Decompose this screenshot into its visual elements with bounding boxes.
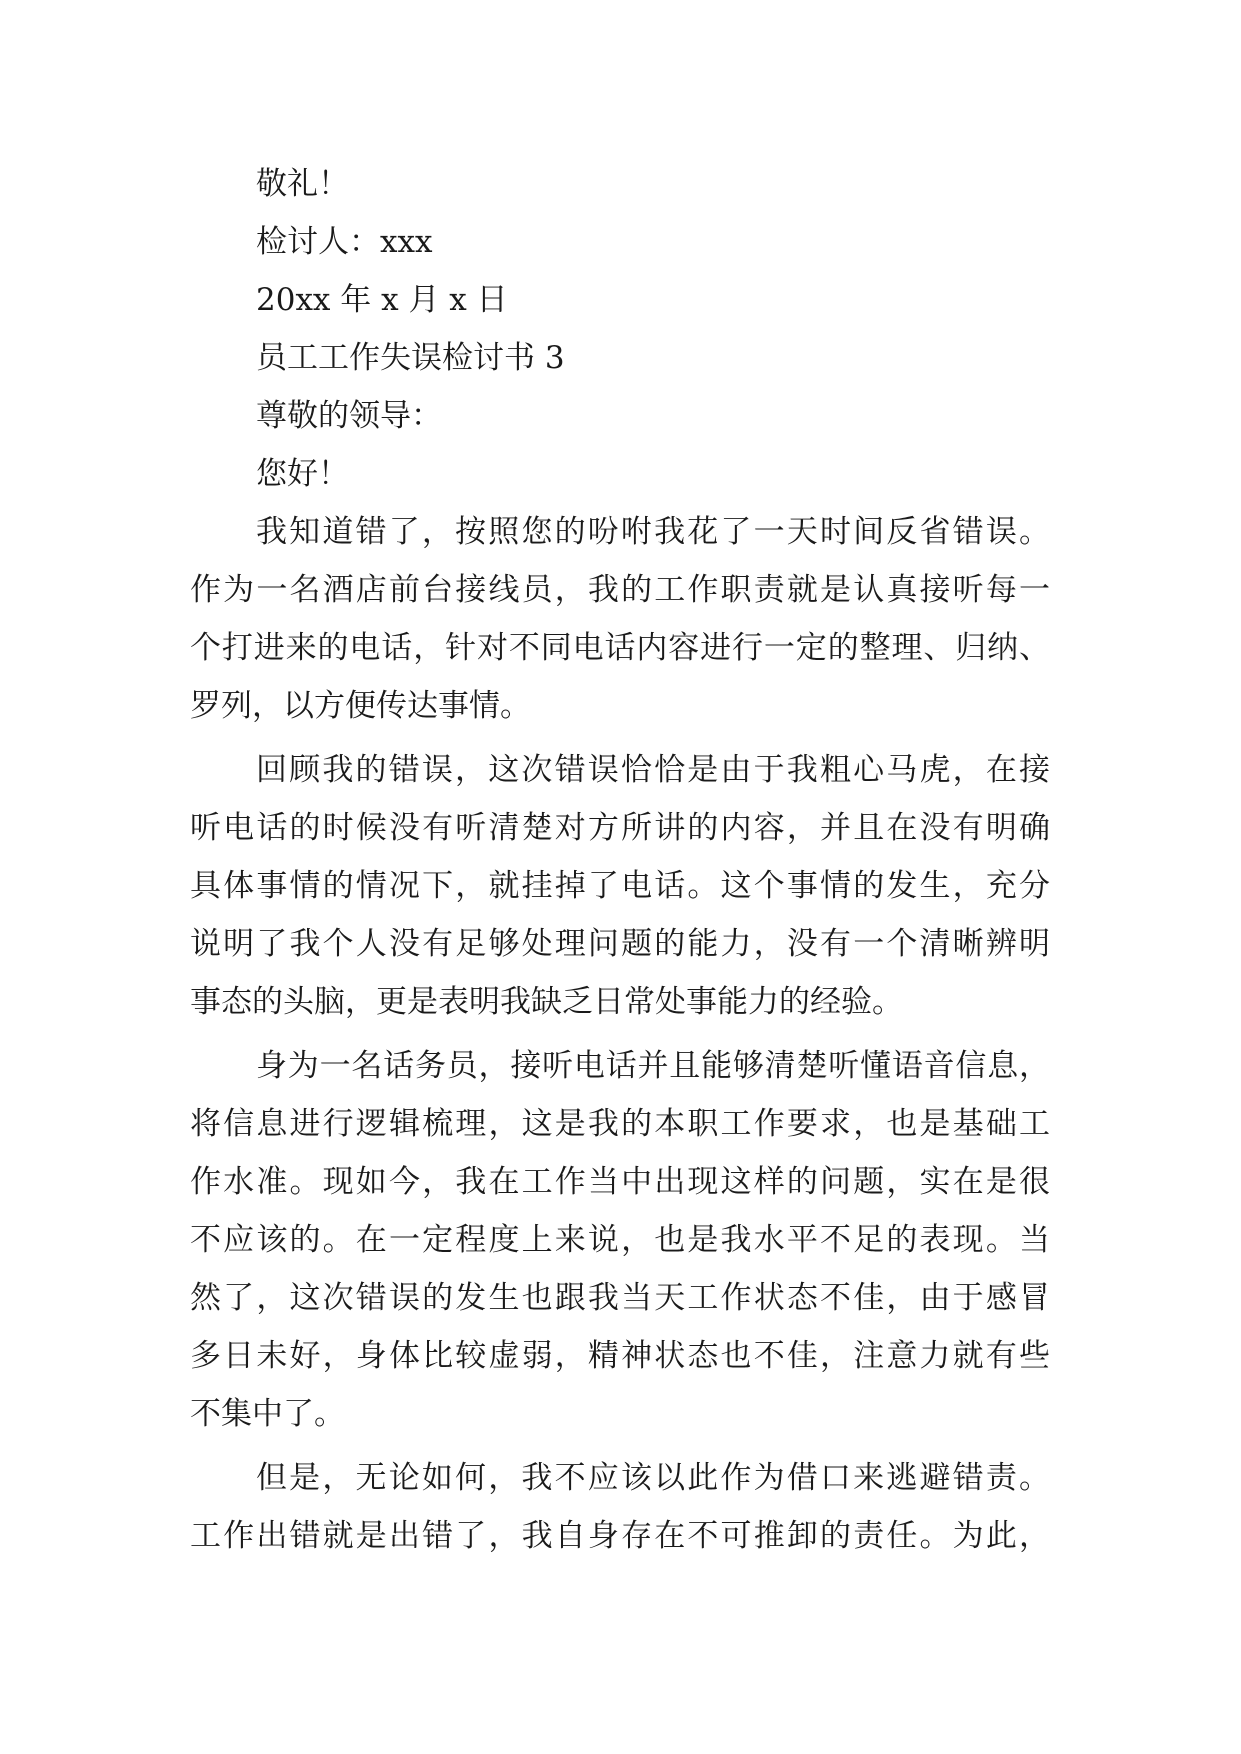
paragraph-line: 回顾我的错误，这次错误恰恰是由于我粗心马虎，在接	[256, 752, 1050, 788]
document-body	[190, 155, 1050, 1565]
closing-salute: 敬礼！	[256, 166, 349, 202]
paragraph-line: 我知道错了，按照您的吩咐我花了一天时间反省错误。	[256, 514, 1050, 550]
date-line: 20xx 年 x 月 x 日	[256, 282, 508, 318]
salutation: 尊敬的领导：	[256, 398, 442, 434]
author-line: 检讨人：xxx	[256, 224, 433, 260]
paragraph-line: 个打进来的电话，针对不同电话内容进行一定的整理、归纳、	[190, 630, 1050, 666]
paragraph-line: 多日未好，身体比较虚弱，精神状态也不佳，注意力就有些	[190, 1338, 1050, 1374]
paragraph-line: 听电话的时候没有听清楚对方所讲的内容，并且在没有明确	[190, 810, 1050, 846]
paragraph-line: 不集中了。	[190, 1396, 345, 1432]
paragraph-line: 事态的头脑，更是表明我缺乏日常处事能力的经验。	[190, 984, 903, 1020]
paragraph-line: 身为一名话务员，接听电话并且能够清楚听懂语音信息，	[256, 1048, 1050, 1084]
paragraph-1	[190, 503, 1050, 735]
paragraph-line: 然了，这次错误的发生也跟我当天工作状态不佳，由于感冒	[190, 1280, 1050, 1316]
section-title: 员工工作失误检讨书 3	[256, 340, 565, 376]
paragraph-line: 工作出错就是出错了，我自身存在不可推卸的责任。为此，	[190, 1518, 1050, 1554]
paragraph-4	[190, 1449, 1050, 1565]
paragraph-line: 作水准。现如今，我在工作当中出现这样的问题，实在是很	[190, 1164, 1050, 1200]
paragraph-3	[190, 1037, 1050, 1443]
paragraph-line: 具体事情的情况下，就挂掉了电话。这个事情的发生，充分	[190, 868, 1050, 904]
paragraph-line: 但是，无论如何，我不应该以此作为借口来逃避错责。	[256, 1460, 1050, 1496]
paragraph-line: 将信息进行逻辑梳理，这是我的本职工作要求，也是基础工	[190, 1106, 1050, 1142]
paragraph-2	[190, 741, 1050, 1031]
paragraph-line: 说明了我个人没有足够处理问题的能力，没有一个清晰辨明	[190, 926, 1050, 962]
paragraph-line: 罗列，以方便传达事情。	[190, 688, 531, 724]
paragraph-line: 不应该的。在一定程度上来说，也是我水平不足的表现。当	[190, 1222, 1050, 1258]
paragraph-line: 作为一名酒店前台接线员，我的工作职责就是认真接听每一	[190, 572, 1050, 608]
greeting: 您好！	[256, 456, 349, 492]
